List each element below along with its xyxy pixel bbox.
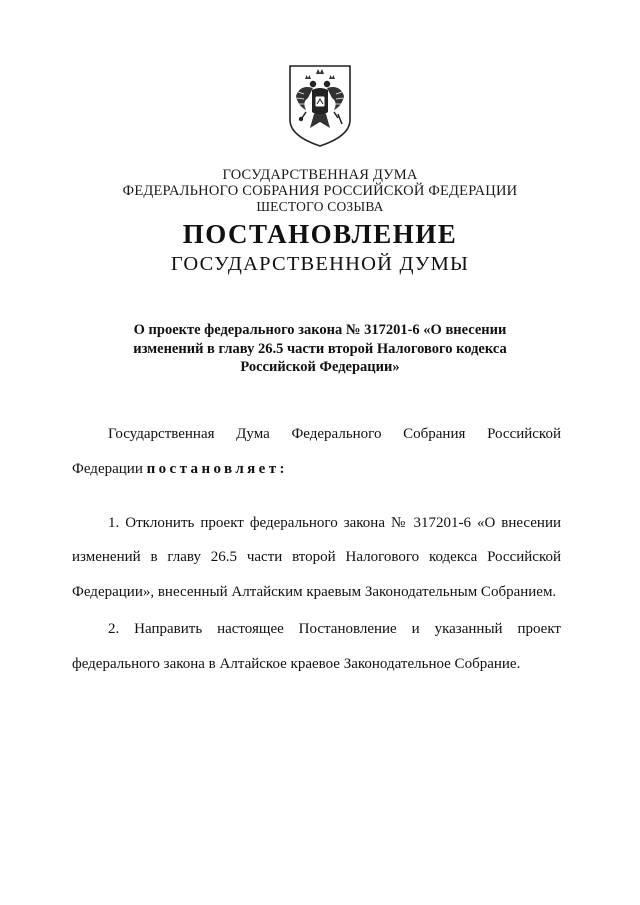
- item2-line: федерального закона в Алтайское краевое Законодательное Собрание.: [72, 656, 521, 672]
- resolves-keyword: постановляет:: [146, 461, 288, 477]
- item1-line: 1. Отклонить проект федерального закона № 317201-6 «О внесении: [108, 515, 561, 531]
- item1-line: изменений в главу 26.5 части второй Налогового кодекса Российской: [72, 549, 561, 565]
- document-subject: [110, 321, 530, 377]
- header-line-duma: ГОСУДАРСТВЕННАЯ ДУМА: [222, 167, 418, 183]
- header-line-assembly: ФЕДЕРАЛЬНОГО СОБРАНИЯ РОССИЙСКОЙ ФЕДЕРАЦИИ: [122, 183, 518, 199]
- subject-line: О проекте федерального закона № 317201-6 «О внесении: [133, 322, 507, 338]
- coat-of-arms-emblem: [286, 62, 354, 150]
- subject-line: изменений в главу 26.5 части второй Налогового кодекса: [133, 340, 507, 357]
- preamble-text: Федерации: [72, 461, 147, 477]
- subject-line: Российской Федерации»: [240, 359, 400, 375]
- item2-line: 2. Направить настоящее Постановление и указанный проект: [108, 621, 561, 637]
- document-subtitle: ГОСУДАРСТВЕННОЙ ДУМЫ: [170, 253, 470, 275]
- item1-line: Федерации», внесенный Алтайским краевым Законодательным Собранием.: [72, 584, 557, 600]
- document-title: ПОСТАНОВЛЕНИЕ: [182, 219, 458, 249]
- preamble-line: [72, 461, 561, 478]
- preamble-line: Государственная Дума Федерального Собрания Российской: [108, 426, 561, 442]
- header-line-convocation: ШЕСТОГО СОЗЫВА: [256, 199, 384, 214]
